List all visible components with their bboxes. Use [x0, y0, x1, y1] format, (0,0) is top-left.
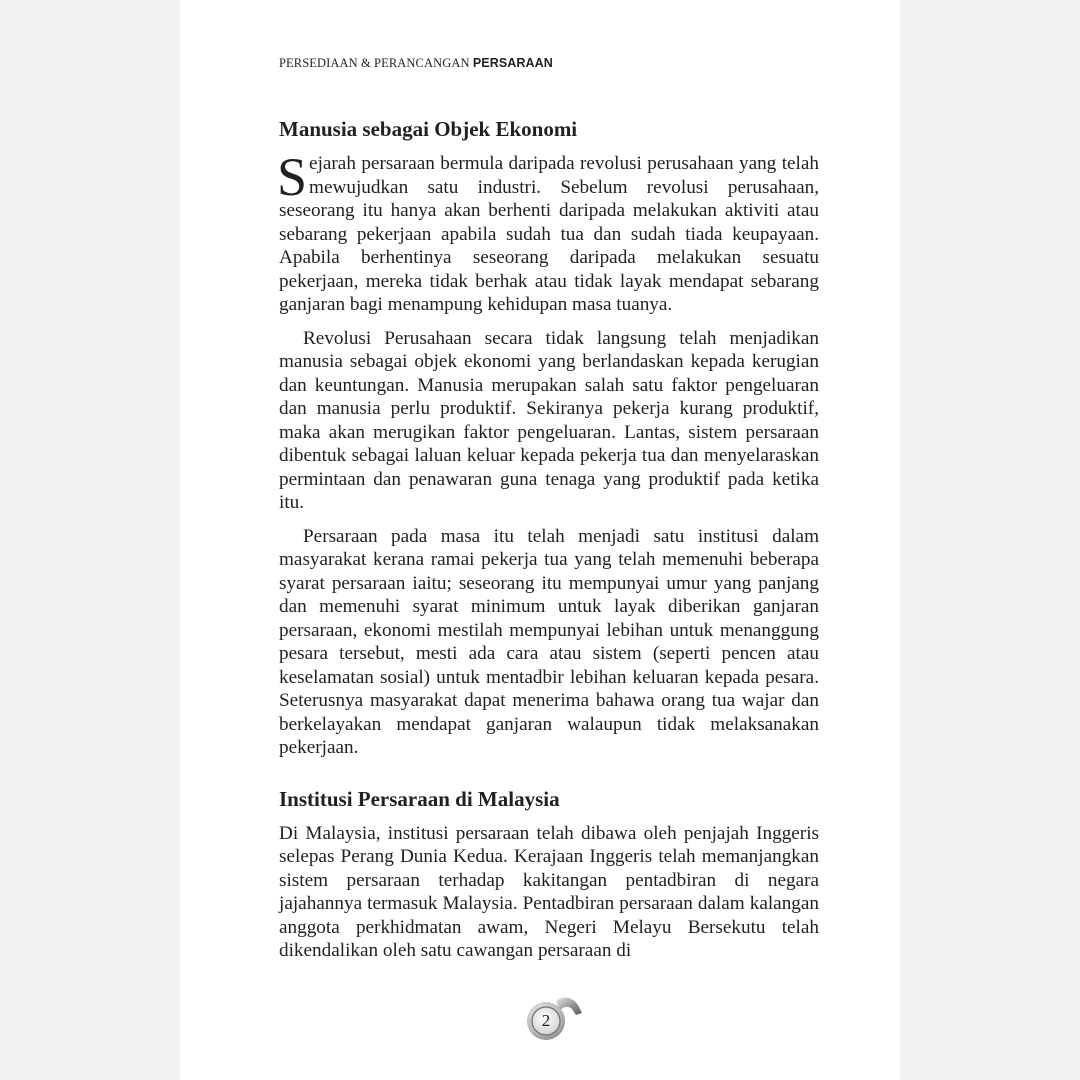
book-page — [180, 0, 900, 1080]
page-number: 2 — [541, 1011, 551, 1030]
drop-cap: S — [277, 147, 308, 207]
section-heading: Institusi Persaraan di Malaysia — [279, 786, 560, 811]
paragraph — [277, 147, 819, 317]
running-head-regular: PERSEDIAAN & PERANCANGAN — [279, 56, 470, 70]
paragraph: Revolusi Perusahaan secara tidak langsung telah menjadikan manusia sebagai objek ekonomi yang berlandaskan kepada kerugian dan keuntungan. Manusia merupakan salah satu faktor pengeluaran dan manusia perlu produktif. Sekiranya pekerja kurang produktif, maka akan merugikan faktor pengeluaran. Lantas, sistem persaraan dibentuk sebagai laluan keluar kepada pekerja tua dan menyelaraskan permintaan dan penawaran guna tenaga yang produktif pada ketika itu. — [279, 327, 819, 513]
page-content — [279, 114, 819, 973]
page-number-badge — [526, 993, 586, 1043]
running-head-bold: PERSARAAN — [472, 56, 553, 70]
paragraph: Di Malaysia, institusi persaraan telah dibawa oleh penjajah Inggeris selepas Perang Dunia Kedua. Kerajaan Inggeris telah memanjangkan sistem persaraan terhadap kakitangan pentadbiran di negara jajahannya termasuk Malaysia. Pentadbiran persaraan dalam kalangan anggota perkhidmatan awam, Negeri Melayu Bersekutu telah dikendalikan oleh satu cawangan persaraan di — [279, 822, 819, 961]
section-heading: Manusia sebagai Objek Ekonomi — [279, 117, 578, 141]
paragraph-text: ejarah persaraan bermula daripada revolusi perusahaan yang telah mewujudkan satu industri. Sebelum revolusi perusahaan, seseorang itu hanya akan berhenti daripada melakukan aktiviti atau sebarang pekerjaan apabila sudah tua dan sudah tiada keupayaan. Apabila berhentinya seseorang daripada melakukan sesuatu pekerjaan, mereka tidak berhak atau tidak layak mendapat sebarang ganjaran bagi menampung kehidupan masa tuanya. — [279, 153, 819, 315]
running-head — [279, 56, 553, 71]
paragraph: Persaraan pada masa itu telah menjadi satu institusi dalam masyarakat kerana ramai pekerja tua yang telah memenuhi beberapa syarat persaraan iaitu; seseorang itu mempunyai umur yang panjang dan memenuhi syarat minimum untuk layak diberikan ganjaran persaraan, ekonomi mestilah mempunyai lebihan untuk menanggung pesara tersebut, mesti ada cara atau sistem (seperti pencen atau keselamatan sosial) untuk mentadbir lebihan keluaran kepada pesara. Seterusnya masyarakat dapat menerima bahawa orang tua wajar dan berkelayakan mendapat ganjaran walaupun tidak melaksanakan pekerjaan. — [279, 525, 819, 758]
